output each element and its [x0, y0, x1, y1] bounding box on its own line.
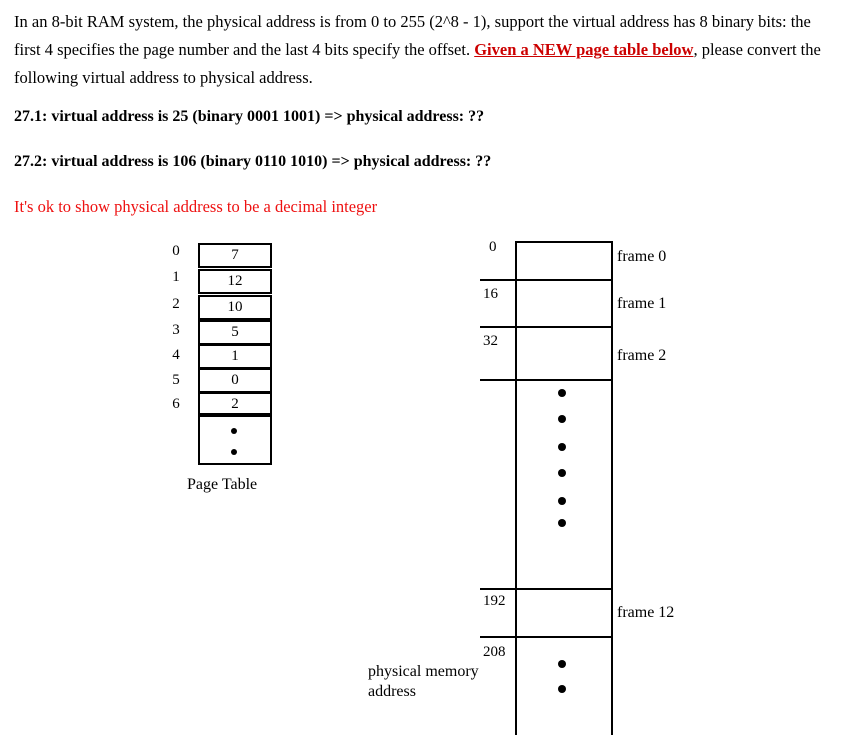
- memory-boundary-16: [480, 279, 613, 281]
- memory-ellipsis-dot: [558, 389, 566, 397]
- memory-ellipsis-dot: [558, 415, 566, 423]
- memory-ellipsis-dot: [558, 685, 566, 693]
- new-page-table-highlight: Given a NEW page table below: [474, 40, 694, 59]
- memory-boundary-192: [480, 588, 613, 590]
- page-table-ellipsis-cell: [198, 413, 272, 465]
- memory-boundary-208: [480, 636, 613, 638]
- page-table-cell-6: 2: [198, 392, 272, 417]
- question-27-2: 27.2: virtual address is 106 (binary 0110 1010) => physical address: ??: [14, 153, 492, 170]
- intro-text: In an 8-bit RAM system, the physical address is from 0 to 255 (2^8 - 1), support the virtual address has 8 binary bits: the first 4 specifies the page number and the last 4 bits specify the offset.: [14, 12, 811, 59]
- frame-label-1: frame 1: [617, 295, 667, 312]
- memory-ellipsis-dot: [558, 497, 566, 505]
- page-index-3: 3: [172, 322, 180, 338]
- memory-ellipsis-dot: [558, 660, 566, 668]
- page-table-cell-4: 1: [198, 344, 272, 369]
- page-table-cell-2: 10: [198, 295, 272, 320]
- page-index-2: 2: [172, 296, 180, 312]
- intro-tail: , please convert the following virtual address to physical address.: [14, 40, 821, 87]
- memory-ellipsis-dot: [558, 469, 566, 477]
- frame-label-12: frame 12: [617, 604, 675, 621]
- page-table-cell-0: 7: [198, 243, 272, 268]
- address-label-16: 16: [483, 286, 498, 302]
- address-label-208: 208: [483, 644, 506, 660]
- memory-ellipsis-dot: [558, 443, 566, 451]
- page-index-6: 6: [172, 396, 180, 412]
- page-index-5: 5: [172, 372, 180, 388]
- address-label-0: 0: [489, 239, 497, 255]
- memory-boundary-32: [480, 326, 613, 328]
- frame-label-0: frame 0: [617, 248, 667, 265]
- physical-memory-caption-line1: physical memory: [368, 663, 479, 680]
- page-index-1: 1: [172, 269, 180, 285]
- intro-paragraph: [14, 8, 839, 92]
- frame-label-2: frame 2: [617, 347, 667, 364]
- memory-boundary-48: [480, 379, 613, 381]
- ellipsis-dot: [231, 449, 237, 455]
- page-table-cell-1: 12: [198, 269, 272, 294]
- page-index-4: 4: [172, 347, 180, 363]
- memory-ellipsis-dot: [558, 519, 566, 527]
- note-text: It's ok to show physical address to be a decimal integer: [14, 197, 378, 216]
- page-table-caption: Page Table: [187, 476, 258, 493]
- ellipsis-dot: [231, 428, 237, 434]
- page-table-cell-5: 0: [198, 368, 272, 393]
- physical-memory-caption: [368, 662, 479, 702]
- page-index-0: 0: [172, 243, 180, 259]
- page-table-cell-3: 5: [198, 320, 272, 345]
- address-label-192: 192: [483, 593, 506, 609]
- physical-memory-caption-line2: address: [368, 683, 416, 700]
- address-label-32: 32: [483, 333, 498, 349]
- question-27-1: 27.1: virtual address is 25 (binary 0001 1001) => physical address: ??: [14, 108, 485, 125]
